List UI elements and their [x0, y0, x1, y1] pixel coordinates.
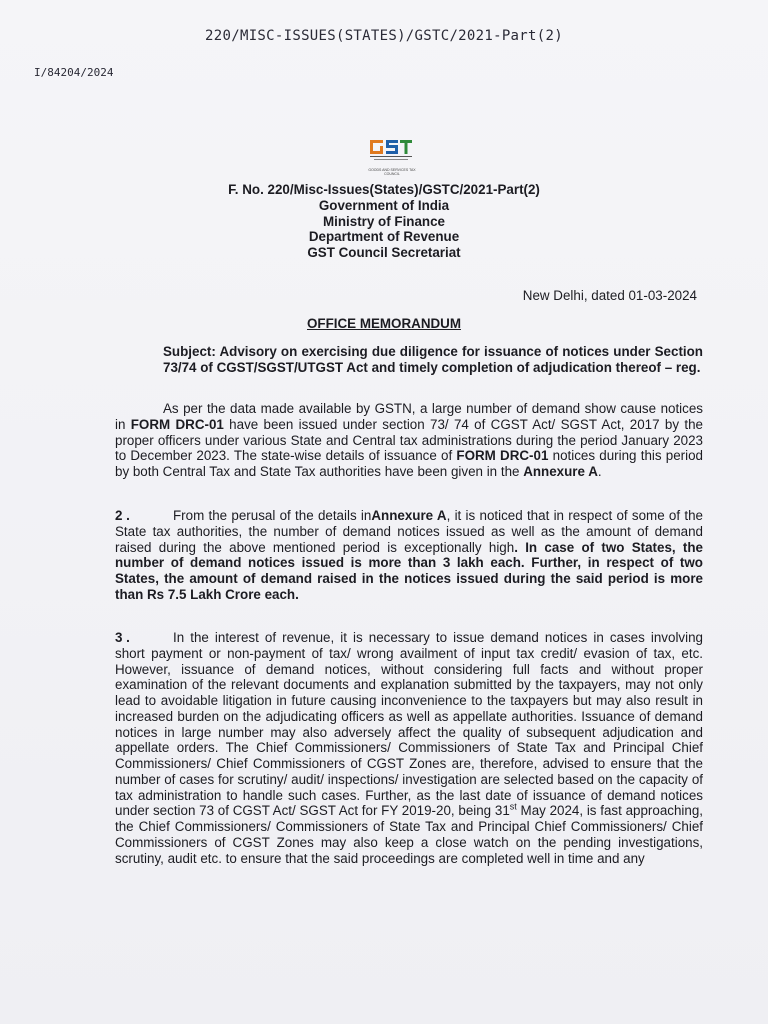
paragraph-3: [115, 630, 703, 866]
p1-bold-2: FORM DRC-01: [456, 448, 549, 464]
document-id: I/84204/2024: [34, 66, 114, 79]
memo-title: OFFICE MEMORANDUM: [307, 316, 461, 331]
p2-text-1: From the perusal of the details in: [173, 508, 372, 523]
p2-text-2: , it is noticed that in respect of some of the State tax authorities, the number of demand notices issued as well as the amount of demand raised during the above mentioned period is exceptionally high: [115, 508, 703, 555]
letterhead: [0, 182, 768, 261]
p3-superscript: st: [509, 801, 517, 812]
date-line: New Delhi, dated 01-03-2024: [522, 288, 697, 303]
p1-bold-1: FORM DRC-01: [130, 416, 224, 432]
subject-line: Subject: Advisory on exercising due diligence for issuance of notices under Section 73/74 of CGST/SGST/UTGST Act and timely completion of adjudication thereof – reg.: [163, 344, 703, 375]
p2-bold-1: Annexure A: [371, 508, 447, 523]
paragraph-2: [115, 508, 703, 603]
p3-number: 3 .: [115, 630, 130, 645]
p1-text-3: notices during this period by both Central Tax and State Tax authorities have been given in the: [115, 448, 704, 479]
p1-text-2: have been issued under section 73/ 74 of CGST Act/ SGST Act, 2017 by the proper officers under various State and Central tax administrations during the period January 2023 to December 2023. The state-wise details of issuance of: [115, 416, 703, 464]
p1-bold-3: Annexure A: [523, 464, 598, 479]
file-reference-stamp: 220/MISC-ISSUES(STATES)/GSTC/2021-Part(2): [205, 28, 563, 44]
p3-text-2: May 2024, is fast approaching, the Chief Commissioners/ Commissioners of State Tax and Principal Chief Commissioners/ Chief Commissioners of CGST Zones may also keep a close watch on the pending investigations, scrutiny, audit etc. to ensure that the said proceedings are completed well in time and any: [115, 803, 703, 866]
government-line: Government of India: [318, 197, 450, 213]
file-number: F. No. 220/Misc-Issues(States)/GSTC/2021-Part(2): [228, 182, 540, 197]
department-line: Department of Revenue: [308, 229, 460, 245]
p2-bold-2: . In case of two States, the number of demand notices issued is more than 3 lakh each. Further, in respect of two States, the amount of demand raised in the notices issued during the said period is more than Rs 7.5 Lakh Crore each.: [115, 539, 703, 602]
logo-subtext: GOODS AND SERVICES TAX COUNCIL: [368, 168, 416, 176]
p1-text-4: .: [597, 464, 602, 479]
p3-text-1: In the interest of revenue, it is necessary to issue demand notices in cases involving short payment or non-payment of tax/ wrong availment of input tax credit/ evasion of tax, etc. However, issuance of demand notices, without considering full facts and without proper examination of the relevant documents and explanation submitted by the taxpayers, may not only lead to avoidable litigation in future causing inconvenience to the taxpayers but may also result in increased burden on the adjudicating officers as well as appellate authorities. Issuance of demand notices in large number may also adversely affect the quality of subsequent adjudication and appellate orders. The Chief Commissioners/ Commissioners of State Tax and Principal Chief Commissioners/ Chief Commissioners of CGST Zones are, therefore, advised to ensure that the number of cases for scrutiny/ audit/ inspections/ investigation are selected based on the capacity of tax administration to handle such cases. Further, as the last date of issuance of demand notices under section 73 of CGST Act/ SGST Act for FY 2019-20, being 31: [115, 630, 703, 819]
paragraph-1: [115, 401, 703, 480]
secretariat-line: GST Council Secretariat: [307, 245, 461, 261]
ministry-line: Ministry of Finance: [322, 213, 446, 229]
p1-text-1: As per the data made available by GSTN, a large number of demand show cause notices in: [115, 401, 703, 432]
p2-number: 2 .: [115, 508, 130, 523]
